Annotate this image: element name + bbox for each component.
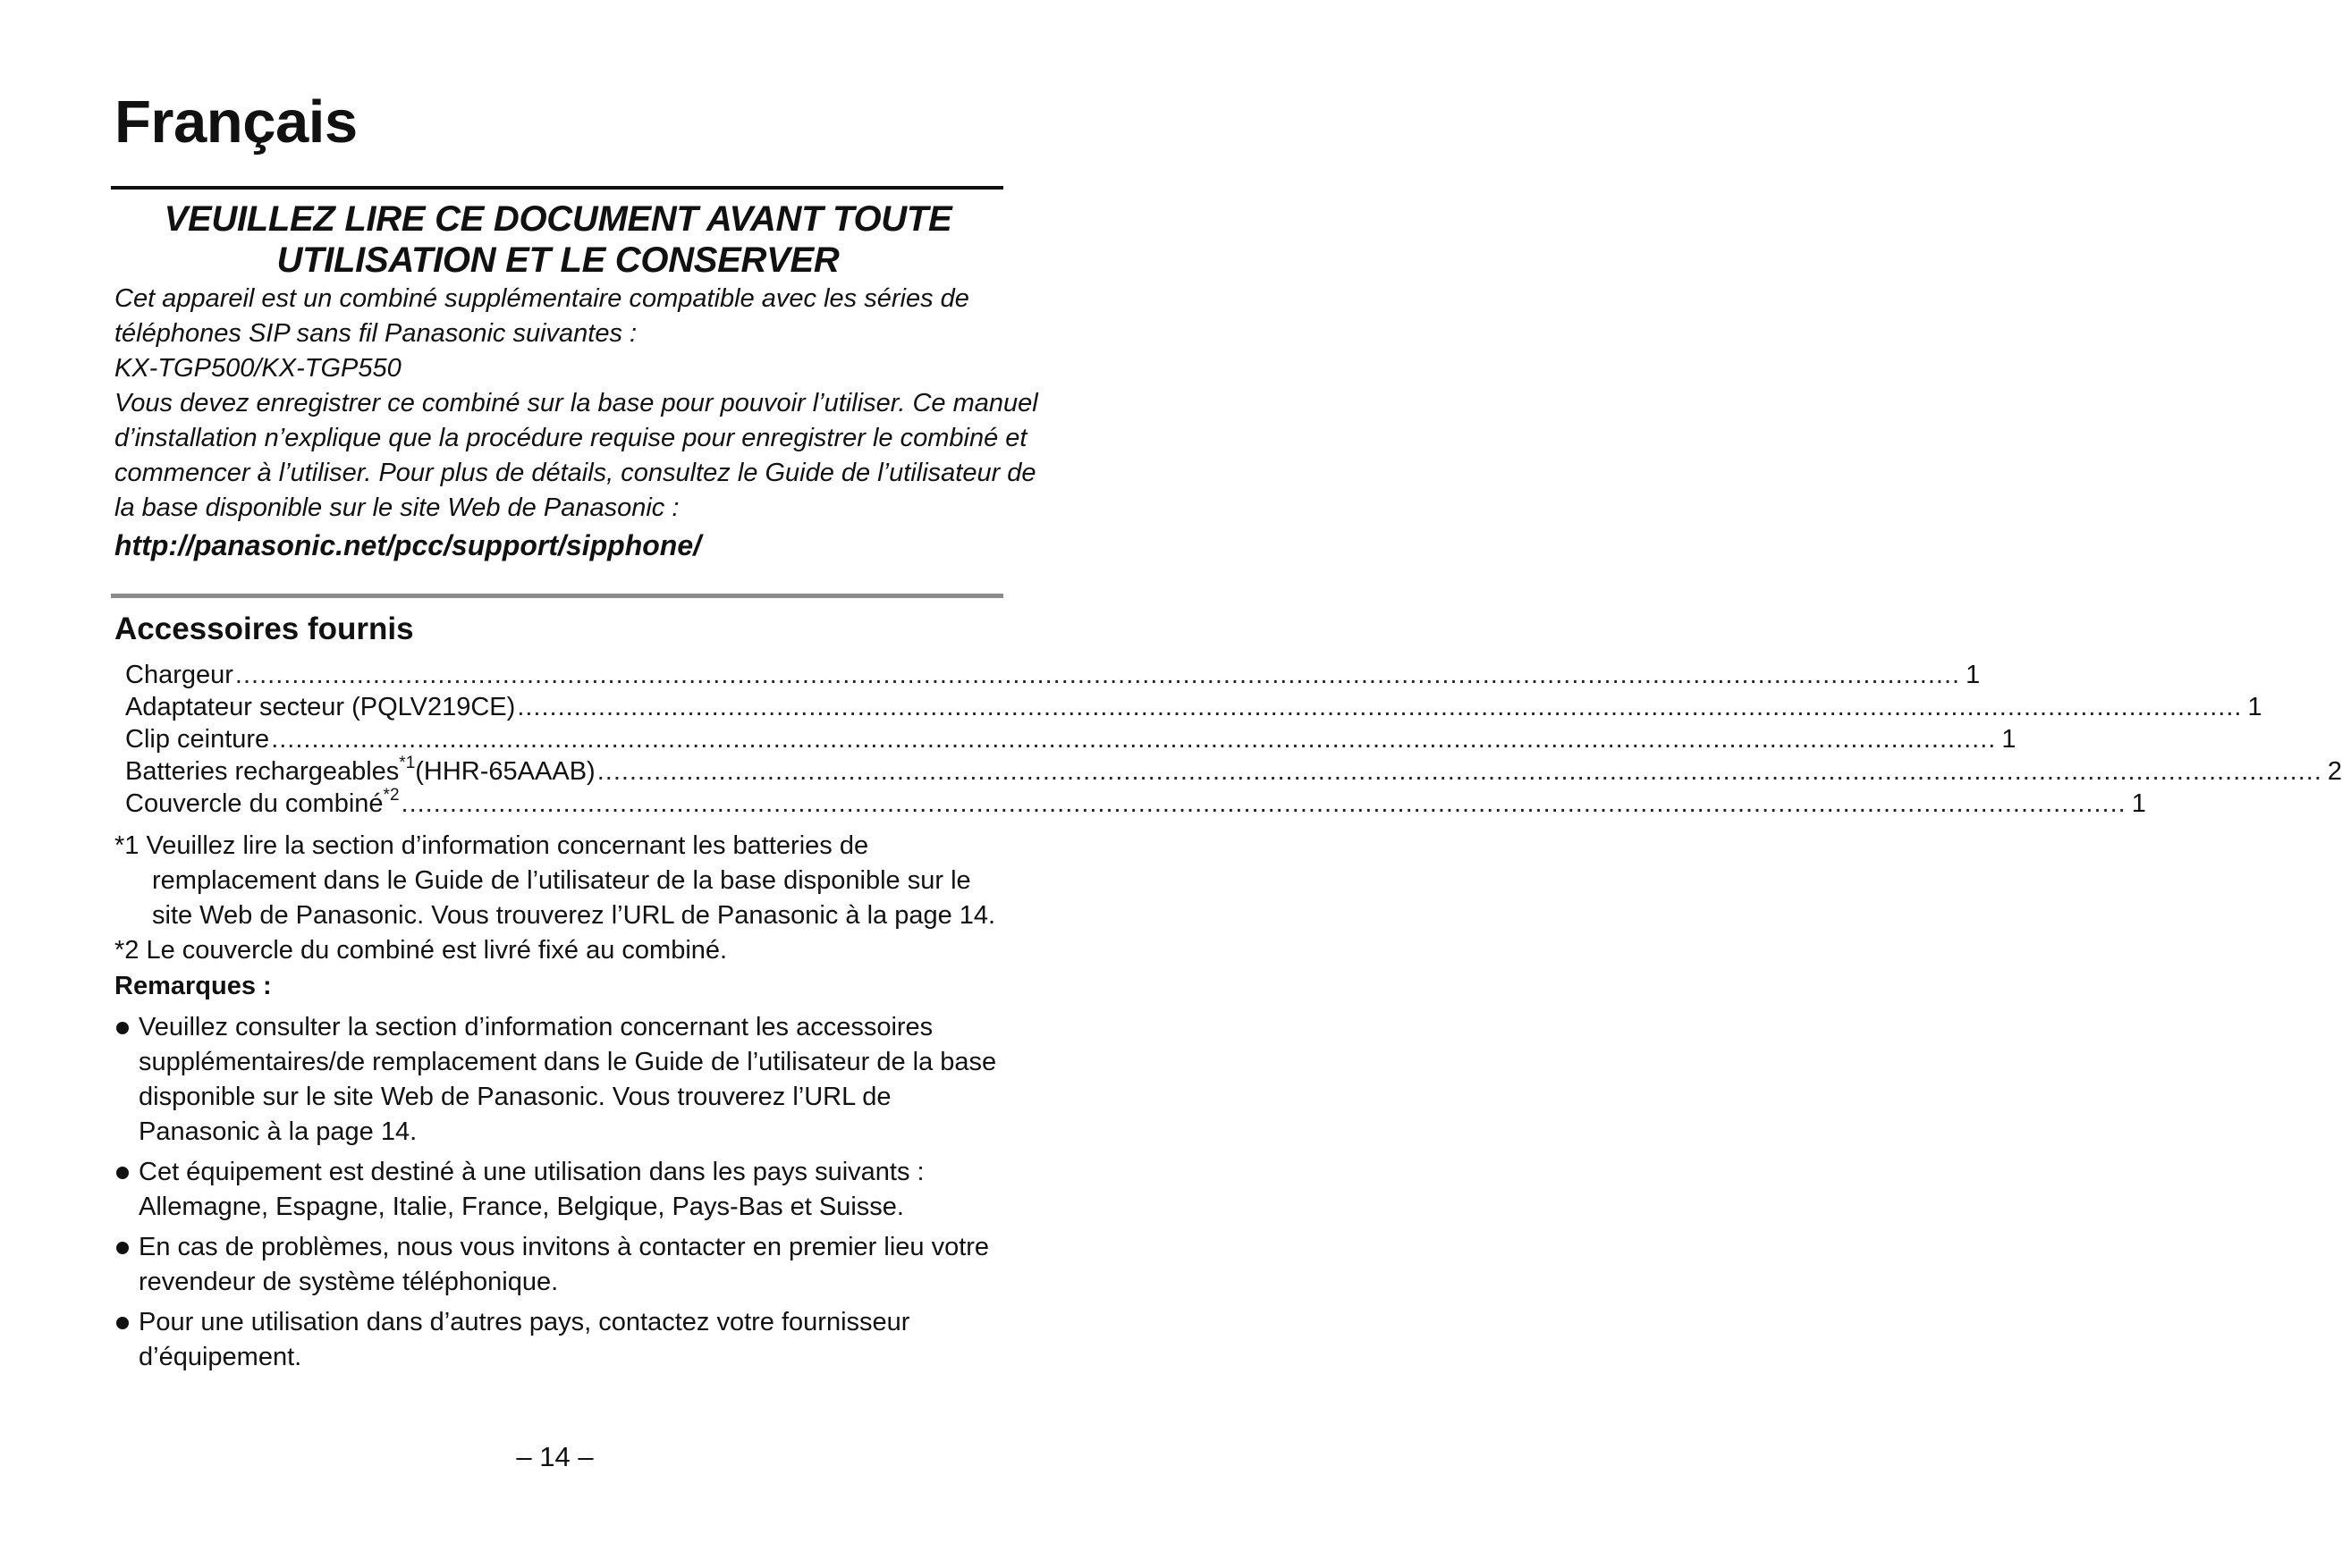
footnotes bbox=[114, 829, 1000, 968]
bullet-icon bbox=[116, 1317, 129, 1329]
accessory-quantity: 2 bbox=[2327, 757, 2342, 786]
intro-line: commencer à l’utiliser. Pour plus de détails, consultez le Guide de l’utilisateur de bbox=[114, 459, 1036, 487]
remark-item bbox=[114, 1155, 1000, 1225]
remark-item bbox=[114, 1305, 1000, 1375]
accessory-quantity: 1 bbox=[2001, 725, 2016, 754]
accessories-title: Accessoires fournis bbox=[114, 611, 414, 646]
intro-line: KX-TGP500/KX-TGP550 bbox=[114, 354, 402, 383]
bullet-icon bbox=[116, 1167, 129, 1179]
remark-text: Pour une utilisation dans d’autres pays, contactez votre fournisseur d’équipement. bbox=[139, 1308, 910, 1371]
language-title: Français bbox=[114, 89, 358, 156]
warning-line-1: VEUILLEZ LIRE CE DOCUMENT AVANT TOUTE bbox=[164, 199, 952, 239]
remarks-title: Remarques : bbox=[114, 972, 272, 1000]
accessory-name: Couvercle du combiné$^{*2}$ bbox=[125, 786, 400, 818]
intro-text bbox=[114, 282, 1038, 565]
bullet-icon bbox=[116, 1022, 129, 1034]
accessory-quantity: 1 bbox=[1966, 661, 1981, 689]
footnote-1: *1 Veuillez lire la section d’information concernant les batteries de remplacement dans le Guide de l’utilisateur de la base disponible sur le site Web de Panasonic. Vous trouverez l’URL de Panasonic à la page 14. bbox=[114, 831, 996, 930]
remark-item bbox=[114, 1230, 1000, 1300]
page-number: – 14 – bbox=[516, 1441, 594, 1472]
accessory-quantity: 1 bbox=[2247, 693, 2262, 721]
accessory-row bbox=[125, 691, 2262, 723]
accessory-name: Chargeur bbox=[125, 661, 233, 689]
remark-item bbox=[114, 1010, 1000, 1150]
support-url: http://panasonic.net/pcc/support/sipphone/ bbox=[114, 529, 702, 561]
accessory-name: Clip ceinture bbox=[125, 725, 270, 754]
warning-heading bbox=[111, 198, 1005, 281]
warning-line-2: UTILISATION ET LE CONSERVER bbox=[276, 240, 840, 280]
accessory-name: Adaptateur secteur (PQLV219CE) bbox=[125, 693, 516, 721]
bullet-icon bbox=[116, 1242, 129, 1254]
dot-leader: ..................................................................................................................................................................................................................... bbox=[271, 725, 1997, 754]
accessory-name: Batteries rechargeables$^{*1}$(HHR-65AAAB) bbox=[125, 754, 596, 786]
dot-leader: ..................................................................................................................................................................................................................... bbox=[234, 661, 1961, 689]
accessory-row bbox=[125, 659, 1981, 691]
intro-line: d’installation n’explique que la procédure requise pour enregistrer le combiné et bbox=[114, 424, 1027, 452]
dot-leader: ..................................................................................................................................................................................................................... bbox=[596, 757, 2322, 786]
intro-line: Cet appareil est un combiné supplémentaire compatible avec les séries de bbox=[114, 284, 969, 313]
title-divider bbox=[111, 186, 1003, 190]
footnote-2: *2 Le couvercle du combiné est livré fixé au combiné. bbox=[114, 936, 728, 965]
accessory-row bbox=[125, 754, 2342, 788]
remark-text: Veuillez consulter la section d’information concernant les accessoires supplémentaires/de remplacement dans le Guide de l’utilisateur de la base disponible sur le site Web de Panasonic. Vous trouverez l’URL de Panasonic à la page 14. bbox=[139, 1013, 997, 1146]
intro-line: la base disponible sur le site Web de Panasonic : bbox=[114, 493, 680, 522]
remark-text: En cas de problèmes, nous vous invitons à contacter en premier lieu votre revendeur de système téléphonique. bbox=[139, 1233, 990, 1296]
accessory-quantity: 1 bbox=[2131, 789, 2146, 818]
intro-line: téléphones SIP sans fil Panasonic suivantes : bbox=[114, 319, 638, 348]
section-divider bbox=[111, 594, 1003, 598]
intro-line: Vous devez enregistrer ce combiné sur la base pour pouvoir l’utiliser. Ce manuel bbox=[114, 389, 1038, 417]
dot-leader: ..................................................................................................................................................................................................................... bbox=[517, 693, 2243, 721]
remarks-list bbox=[114, 1010, 1000, 1380]
dot-leader: ..................................................................................................................................................................................................................... bbox=[401, 789, 2126, 818]
accessory-row bbox=[125, 786, 2146, 820]
accessories-list bbox=[125, 659, 2342, 820]
accessory-row bbox=[125, 723, 2016, 755]
remark-text: Cet équipement est destiné à une utilisation dans les pays suivants : Allemagne, Espagne, Italie, France, Belgique, Pays-Bas et Suisse. bbox=[139, 1158, 925, 1221]
